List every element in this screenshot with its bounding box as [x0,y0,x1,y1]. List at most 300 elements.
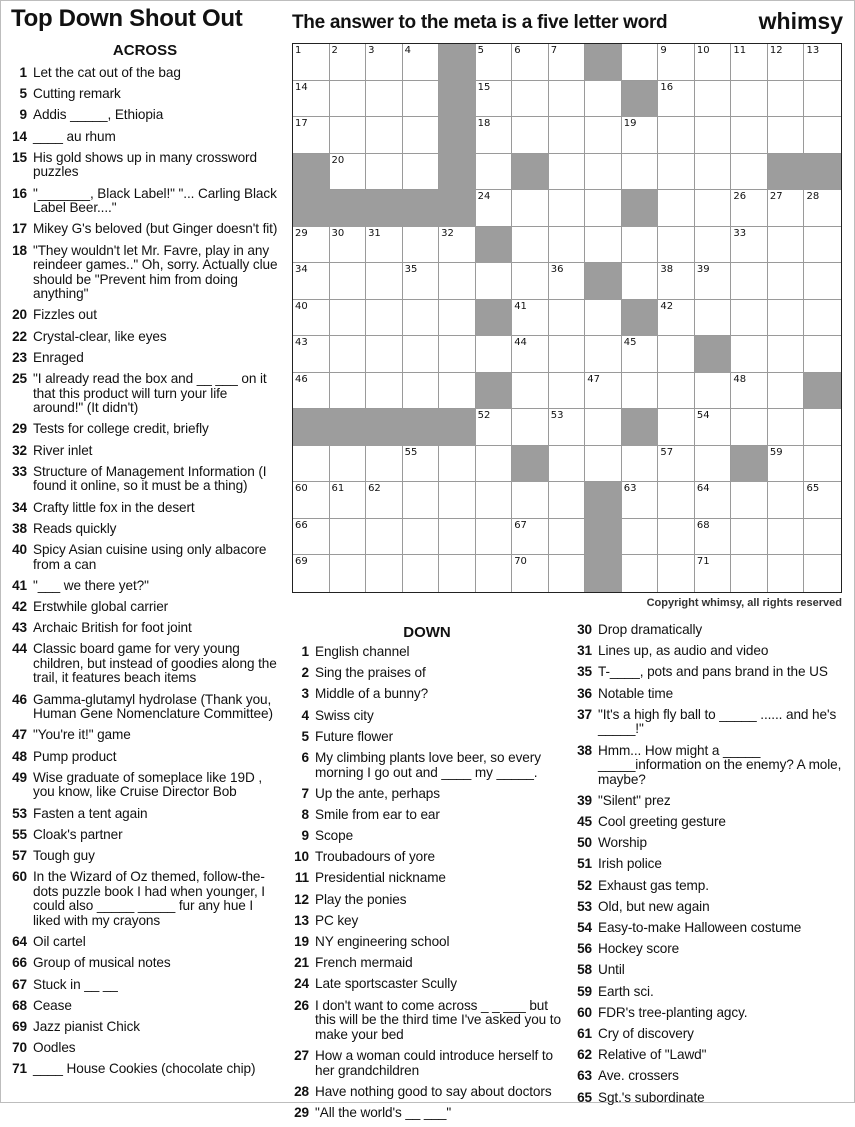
grid-cell[interactable] [731,117,768,154]
grid-cell[interactable] [768,117,805,154]
down-clue-2[interactable] [288,666,568,681]
grid-cell[interactable] [622,555,659,592]
grid-cell[interactable] [549,227,586,264]
grid-cell[interactable] [731,519,768,556]
down-clue-7[interactable] [288,787,568,802]
grid-cell[interactable] [366,482,403,519]
grid-cell[interactable] [549,336,586,373]
cell-number: 48 [733,373,747,385]
grid-cell[interactable] [403,336,440,373]
black-square [585,44,622,81]
down-clue-10[interactable] [288,850,568,865]
grid-cell[interactable] [439,519,476,556]
across-clue-71[interactable] [6,1062,279,1077]
grid-cell[interactable] [658,117,695,154]
grid-cell[interactable] [695,482,732,519]
grid-cell[interactable] [658,81,695,118]
grid-cell[interactable] [585,300,622,337]
down-clue-21[interactable] [288,956,568,971]
grid-cell[interactable] [549,190,586,227]
grid-cell[interactable] [585,154,622,191]
grid-cell[interactable] [622,373,659,410]
across-clue-46[interactable] [6,693,279,722]
down-clue-62[interactable] [571,1048,846,1063]
grid-cell[interactable] [512,373,549,410]
clue-text: "It's a high fly ball to _____ ...... and he's _____!" [598,706,837,737]
across-clue-66[interactable] [6,956,279,971]
grid-cell[interactable] [403,44,440,81]
across-clue-18[interactable] [6,244,279,302]
grid-cell[interactable] [658,227,695,264]
down-clue-11[interactable] [288,871,568,886]
grid-cell[interactable] [330,446,367,483]
grid-cell[interactable] [804,482,841,519]
grid-cell[interactable] [658,190,695,227]
grid-cell[interactable] [768,409,805,446]
grid-cell[interactable] [549,263,586,300]
grid-cell[interactable] [439,263,476,300]
grid-cell[interactable] [585,227,622,264]
grid-cell[interactable] [330,81,367,118]
across-clue-14[interactable] [6,130,279,145]
grid-cell[interactable] [403,263,440,300]
grid-cell[interactable] [439,555,476,592]
across-clue-57[interactable] [6,849,279,864]
grid-cell[interactable] [804,446,841,483]
grid-cell[interactable] [439,227,476,264]
clue-text: French mermaid [315,955,413,971]
clue-number: 2 [301,665,309,681]
down-clue-52[interactable] [571,879,846,894]
grid-cell[interactable] [658,519,695,556]
grid-cell[interactable] [403,482,440,519]
grid-cell[interactable] [476,555,513,592]
clue-text: Middle of a bunny? [315,686,429,702]
grid-cell[interactable] [403,373,440,410]
grid-cell[interactable] [330,263,367,300]
down-clue-30[interactable] [571,623,846,638]
across-clue-22[interactable] [6,330,279,345]
black-square [293,409,330,446]
grid-cell[interactable] [476,519,513,556]
cell-number: 18 [477,118,491,130]
cell-number: 33 [733,227,747,239]
grid-cell[interactable] [731,409,768,446]
grid-cell[interactable] [366,44,403,81]
down-clue-1[interactable] [288,645,568,660]
grid-cell[interactable] [695,263,732,300]
grid-cell[interactable] [658,300,695,337]
down-clue-12[interactable] [288,893,568,908]
grid-cell[interactable] [658,482,695,519]
grid-cell[interactable] [731,336,768,373]
grid-cell[interactable] [293,336,330,373]
grid-cell[interactable] [658,263,695,300]
across-clue-5[interactable] [6,87,279,102]
across-clue-16[interactable] [6,187,279,216]
grid-cell[interactable] [658,555,695,592]
down-clue-8[interactable] [288,808,568,823]
grid-cell[interactable] [622,519,659,556]
grid-cell[interactable] [804,263,841,300]
grid-cell[interactable] [293,482,330,519]
grid-cell[interactable] [731,263,768,300]
grid-cell[interactable] [804,227,841,264]
grid-cell[interactable] [731,482,768,519]
grid-cell[interactable] [658,44,695,81]
down-clue-31[interactable] [571,644,846,659]
grid-cell[interactable] [549,373,586,410]
grid-cell[interactable] [549,519,586,556]
clue-text: Gamma-glutamyl hydrolase (Thank you, Human Gene Nomenclature Committee) [33,691,273,722]
grid-cell[interactable] [658,336,695,373]
grid-cell[interactable] [403,81,440,118]
grid-cell[interactable] [330,300,367,337]
grid-cell[interactable] [731,190,768,227]
grid-cell[interactable] [476,44,513,81]
grid-cell[interactable] [366,373,403,410]
grid-cell[interactable] [585,81,622,118]
grid-cell[interactable] [512,227,549,264]
grid-cell[interactable] [695,373,732,410]
grid-cell[interactable] [512,190,549,227]
across-clue-17[interactable] [6,222,279,237]
grid-cell[interactable] [293,117,330,154]
across-clue-33[interactable] [6,465,279,494]
grid-cell[interactable] [403,300,440,337]
down-clue-51[interactable] [571,857,846,872]
clue-text: Lines up, as audio and video [598,643,769,659]
grid-cell[interactable] [622,263,659,300]
grid-cell[interactable] [804,81,841,118]
grid-cell[interactable] [768,482,805,519]
grid-cell[interactable] [622,482,659,519]
grid-cell[interactable] [439,446,476,483]
clue-text: I don't want to come across _ _ ___ but this will be the third time I've asked you to make your bed [315,997,561,1042]
down-clue-29[interactable] [288,1106,568,1121]
grid-cell[interactable] [549,300,586,337]
grid-cell[interactable] [330,44,367,81]
grid-cell[interactable] [293,81,330,118]
grid-cell[interactable] [512,263,549,300]
across-clue-20[interactable] [6,308,279,323]
clue-text: Cool greeting gesture [598,814,726,830]
grid-cell[interactable] [293,519,330,556]
grid-cell[interactable] [731,300,768,337]
down-clue-58[interactable] [571,963,846,978]
grid-cell[interactable] [403,117,440,154]
down-clue-38[interactable] [571,744,846,788]
grid-cell[interactable] [622,154,659,191]
grid-cell[interactable] [512,117,549,154]
grid-cell[interactable] [549,409,586,446]
down-clue-61[interactable] [571,1027,846,1042]
grid-cell[interactable] [731,227,768,264]
grid-cell[interactable] [512,409,549,446]
grid-cell[interactable] [476,117,513,154]
down-clue-9[interactable] [288,829,568,844]
grid-cell[interactable] [330,117,367,154]
grid-cell[interactable] [366,336,403,373]
grid-cell[interactable] [366,519,403,556]
grid-cell[interactable] [512,336,549,373]
grid-cell[interactable] [731,555,768,592]
across-clue-41[interactable] [6,579,279,594]
grid-cell[interactable] [293,446,330,483]
meta-hint: The answer to the meta is a five letter word [292,12,668,33]
grid-cell[interactable] [622,44,659,81]
across-clue-69[interactable] [6,1020,279,1035]
grid-cell[interactable] [695,227,732,264]
across-clue-38[interactable] [6,522,279,537]
grid-cell[interactable] [549,44,586,81]
clue-text: My climbing plants love beer, so every morning I go out and ____ my _____. [315,749,541,780]
down-clue-36[interactable] [571,687,846,702]
grid-cell[interactable] [731,81,768,118]
grid-cell[interactable] [439,482,476,519]
grid-cell[interactable] [366,81,403,118]
down-clue-13[interactable] [288,914,568,929]
down-clue-45[interactable] [571,815,846,830]
grid-cell[interactable] [366,300,403,337]
grid-cell[interactable] [658,446,695,483]
down-clue-39[interactable] [571,794,846,809]
grid-cell[interactable] [512,44,549,81]
grid-cell[interactable] [512,555,549,592]
grid-cell[interactable] [330,154,367,191]
grid-cell[interactable] [695,190,732,227]
grid-cell[interactable] [439,300,476,337]
grid-cell[interactable] [695,446,732,483]
grid-cell[interactable] [804,117,841,154]
grid-cell[interactable] [804,190,841,227]
grid-cell[interactable] [585,373,622,410]
grid-cell[interactable] [549,555,586,592]
grid-cell[interactable] [804,555,841,592]
grid-cell[interactable] [549,446,586,483]
clue-number: 31 [577,643,592,659]
grid-cell[interactable] [768,336,805,373]
grid-cell[interactable] [512,482,549,519]
across-clue-44[interactable] [6,642,279,686]
grid-cell[interactable] [476,263,513,300]
grid-cell[interactable] [622,446,659,483]
grid-cell[interactable] [695,154,732,191]
grid-cell[interactable] [476,482,513,519]
grid-cell[interactable] [366,154,403,191]
across-clue-70[interactable] [6,1041,279,1056]
down-clue-27[interactable] [288,1049,568,1078]
grid-cell[interactable] [622,227,659,264]
grid-cell[interactable] [804,519,841,556]
grid-cell[interactable] [695,44,732,81]
grid-cell[interactable] [512,300,549,337]
across-clue-40[interactable] [6,543,279,572]
across-clue-64[interactable] [6,935,279,950]
grid-cell[interactable] [731,154,768,191]
grid-cell[interactable] [439,373,476,410]
grid-cell[interactable] [768,519,805,556]
across-clue-48[interactable] [6,750,279,765]
grid-cell[interactable] [293,300,330,337]
across-clue-32[interactable] [6,444,279,459]
grid-cell[interactable] [549,154,586,191]
grid-cell[interactable] [330,373,367,410]
grid-cell[interactable] [768,300,805,337]
black-square [585,263,622,300]
clue-text: Tests for college credit, briefly [33,421,209,437]
grid-cell[interactable] [366,263,403,300]
black-square [439,190,476,227]
grid-cell[interactable] [293,44,330,81]
clue-number: 29 [294,1104,309,1120]
grid-cell[interactable] [330,519,367,556]
down-clue-63[interactable] [571,1069,846,1084]
grid-cell[interactable] [403,519,440,556]
clue-text: Exhaust gas temp. [598,877,709,893]
down-clue-3[interactable] [288,687,568,702]
grid-cell[interactable] [768,227,805,264]
cell-number: 2 [331,45,338,56]
grid-cell[interactable] [366,117,403,154]
across-clue-43[interactable] [6,621,279,636]
across-clue-42[interactable] [6,600,279,615]
grid-cell[interactable] [293,373,330,410]
grid-cell[interactable] [768,373,805,410]
grid-cell[interactable] [658,373,695,410]
grid-cell[interactable] [330,227,367,264]
clue-text: Tough guy [33,847,95,863]
clue-text: Easy-to-make Halloween costume [598,920,802,936]
cell-number: 69 [295,556,308,568]
grid-cell[interactable] [330,555,367,592]
grid-cell[interactable] [585,117,622,154]
grid-cell[interactable] [768,263,805,300]
grid-cell[interactable] [768,555,805,592]
clue-text: Spicy Asian cuisine using only albacore from a can [33,541,267,572]
grid-cell[interactable] [476,336,513,373]
across-clue-67[interactable] [6,978,279,993]
grid-cell[interactable] [622,117,659,154]
grid-cell[interactable] [622,336,659,373]
down-clue-53[interactable] [571,900,846,915]
grid-cell[interactable] [476,409,513,446]
grid-cell[interactable] [439,336,476,373]
grid-cell[interactable] [695,300,732,337]
grid-cell[interactable] [658,409,695,446]
grid-cell[interactable] [403,154,440,191]
grid-cell[interactable] [366,446,403,483]
grid-cell[interactable] [695,81,732,118]
across-clue-1[interactable] [6,66,279,81]
grid-cell[interactable] [403,555,440,592]
clue-number: 23 [12,349,27,365]
grid-cell[interactable] [585,446,622,483]
down-clue-4[interactable] [288,709,568,724]
down-clue-6[interactable] [288,751,568,780]
grid-cell[interactable] [585,190,622,227]
across-clue-55[interactable] [6,828,279,843]
across-clue-23[interactable] [6,351,279,366]
across-clue-25[interactable] [6,372,279,416]
down-clue-60[interactable] [571,1006,846,1021]
grid-cell[interactable] [476,190,513,227]
grid-cell[interactable] [366,555,403,592]
grid-cell[interactable] [804,336,841,373]
grid-cell[interactable] [403,446,440,483]
across-clue-47[interactable] [6,728,279,743]
grid-cell[interactable] [512,519,549,556]
grid-cell[interactable] [476,81,513,118]
grid-cell[interactable] [804,44,841,81]
grid-cell[interactable] [476,446,513,483]
grid-cell[interactable] [768,44,805,81]
grid-cell[interactable] [585,409,622,446]
across-clue-68[interactable] [6,999,279,1014]
across-clue-9[interactable] [6,108,279,123]
down-clue-35[interactable] [571,665,846,680]
grid-cell[interactable] [768,190,805,227]
across-clue-29[interactable] [6,422,279,437]
across-clue-60[interactable] [6,870,279,928]
grid-cell[interactable] [804,300,841,337]
cell-number: 61 [331,483,345,495]
down-clue-28[interactable] [288,1085,568,1100]
grid-cell[interactable] [366,227,403,264]
grid-cell[interactable] [549,482,586,519]
grid-cell[interactable] [695,409,732,446]
across-clue-53[interactable] [6,807,279,822]
grid-cell[interactable] [403,227,440,264]
down-clue-56[interactable] [571,942,846,957]
grid-cell[interactable] [330,336,367,373]
down-clue-50[interactable] [571,836,846,851]
grid-cell[interactable] [549,81,586,118]
down-clue-24[interactable] [288,977,568,992]
cell-number: 47 [587,373,600,385]
grid-cell[interactable] [585,336,622,373]
down-clue-54[interactable] [571,921,846,936]
grid-cell[interactable] [695,555,732,592]
down-clue-19[interactable] [288,935,568,950]
grid-cell[interactable] [804,409,841,446]
grid-cell[interactable] [731,44,768,81]
down-clue-26[interactable] [288,999,568,1043]
down-clue-59[interactable] [571,985,846,1000]
clue-text: River inlet [33,442,93,458]
grid-cell[interactable] [293,555,330,592]
down-clue-37[interactable] [571,708,846,737]
grid-cell[interactable] [549,117,586,154]
grid-cell[interactable] [695,519,732,556]
across-clue-34[interactable] [6,501,279,516]
grid-cell[interactable] [695,117,732,154]
cell-number: 55 [404,446,418,458]
grid-cell[interactable] [293,263,330,300]
grid-cell[interactable] [293,227,330,264]
grid-cell[interactable] [731,373,768,410]
grid-cell[interactable] [330,482,367,519]
clue-text: Jazz pianist Chick [33,1018,140,1034]
grid-cell[interactable] [768,446,805,483]
grid-cell[interactable] [768,81,805,118]
grid-cell[interactable] [512,81,549,118]
grid-cell[interactable] [476,154,513,191]
across-clue-49[interactable] [6,771,279,800]
across-clue-15[interactable] [6,151,279,180]
down-clue-5[interactable] [288,730,568,745]
grid-cell[interactable] [658,154,695,191]
